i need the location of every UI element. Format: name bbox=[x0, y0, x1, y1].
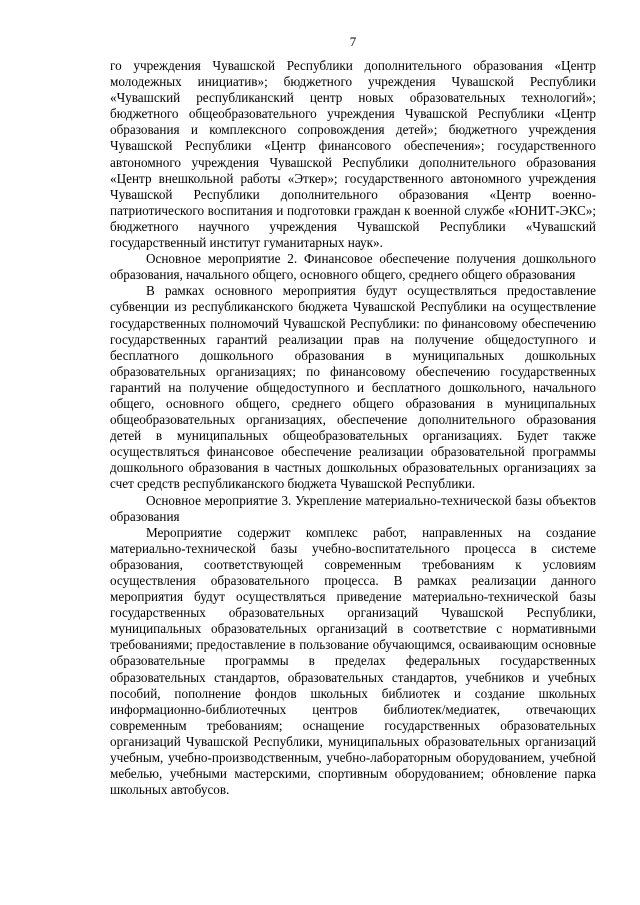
measure-3-body: Мероприятие содержит комплекс работ, направленных на создание материально-технической базы учебно-воспитательного процесса в системе образования, соответствующей современным требованиям к условиям осуществления образовательного процесса. В рамках реализации данного мероприятия будут осуществляться приведение материально-технической базы государственных образовательных организаций Чувашской Республики, муниципальных образовательных организаций в соответствие с нормативными требованиями; предоставление в пользование обучающимся, осваивающим основные образовательные программы в пределах федеральных государственных образовательных стандартов, образовательных стандартов, учебников и учебных пособий, пополнение фондов школьных библиотек и создание школьных информационно-библиотечных центров библиотек/медиатек, отвечающих современным требованиям; оснащение государственных образовательных организаций Чувашской Республики, муниципальных образовательных организаций учебным, учебно-производственным, учебно-лабораторным оборудованием, учебной мебелью, учебными мастерскими, спортивным оборудованием; обновление парка школьных автобусов. bbox=[110, 524, 596, 798]
document-page bbox=[110, 34, 596, 798]
measure-2-heading: Основное мероприятие 2. Финансовое обеспечение получения дошкольного образования, начального общего, основного общего, среднего общего образования bbox=[110, 251, 596, 283]
measure-3-heading: Основное мероприятие 3. Укрепление материально-технической базы объектов образования bbox=[110, 492, 596, 524]
paragraph-continuation: го учреждения Чувашской Республики дополнительного образования «Центр молодежных инициатив»; бюджетного учреждения Чувашской Республики «Чувашский республиканский центр новых образовательных технологий»; бюджетного общеобразовательного учреждения Чувашской Республики «Центр образования и комплексного сопровождения детей»; бюджетного учреждения Чувашской Республики «Центр финансового обеспечения»; государственного автономного учреждения Чувашской Республики дополнительного образования «Центр внешкольной работы «Эткер»; государственного автономного учреждения Чувашской Республики дополнительного образования «Центр военно-патриотического воспитания и подготовки граждан к военной службе «ЮНИТ-ЭКС»; бюджетного научного учреждения Чувашской Республики «Чувашский государственный институт гуманитарных наук». bbox=[110, 58, 596, 251]
measure-2-body: В рамках основного мероприятия будут осуществляться предоставление субвенции из республиканского бюджета Чувашской Республики на осуществление государственных полномочий Чувашской Республики: по финансовому обеспечению государственных гарантий реализации прав на получение общедоступного и бесплатного дошкольного образования в муниципальных дошкольных образовательных организациях; по финансовому обеспечению государственных гарантий на получение общедоступного и бесплатного дошкольного, начального общего, основного общего, среднего общего образования в муниципальных общеобразовательных организациях, обеспечение дополнительного образования детей в муниципальных общеобразовательных организациях. Будет также осуществляться финансовое обеспечение реализации образовательной программы дошкольного образования в частных дошкольных образовательных организациях за счет средств республиканского бюджета Чувашской Республики. bbox=[110, 283, 596, 492]
page-number: 7 bbox=[349, 34, 357, 49]
